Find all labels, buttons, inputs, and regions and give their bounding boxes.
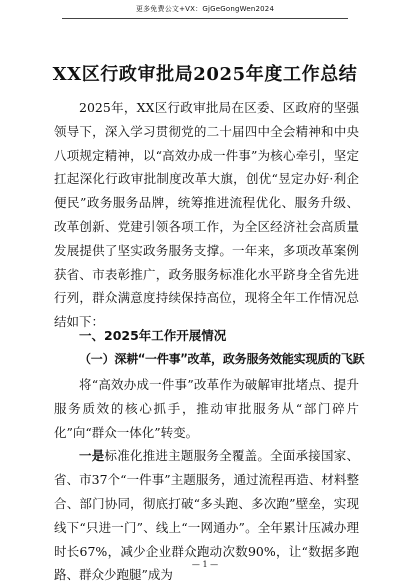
body-block (54, 373, 359, 587)
page-number: — 1 — (191, 560, 219, 569)
paragraph-lead-label: 一是 (79, 448, 105, 464)
page-header-text: 更多免费公文+VX：GjGeGongWen2024 (135, 5, 275, 13)
document-title: XX区行政审批局2025年度工作总结 (52, 64, 358, 85)
subsection-heading: （一）深耕“一件事”改革，政务服务效能实现质的飞跃 (79, 352, 365, 366)
section-heading: 一、2025年工作开展情况 (79, 328, 227, 343)
body-paragraph-reform: 将“高效办成一件事”改革作为破解审批堵点、提升服务质效的核心抓手，推动审批服务从“部门碎片化”向“群众一体化”转变。 (54, 377, 359, 440)
paragraph-body: 标准化推进主题服务全覆盖。全面承接国家、省、市37个“一件事”主题服务，通过流程再造、材料整合、部门协同，彻底打破“多头跑、多次跑”壁垒，实现线下“只进一门”、线上“一网通办”。全年累计压减办理时长67%，减少企业群众跑动次数90%，让“数据多跑路、群众少跑腿”成为 (54, 448, 359, 583)
header-divider (62, 18, 348, 19)
intro-paragraph: 2025年，XX区行政审批局在区委、区政府的坚强领导下，深入学习贯彻党的二十届四中全会精神和中央八项规定精神，以“高效办成一件事”为核心牵引，坚定扛起深化行政审批制度改革大旗，创优“昱定办好·利企便民”政务服务品牌，统筹推进流程优化、服务升级、改革创新、党建引领各项工作，为全区经济社会高质量发展提供了坚实政务服务支撑。一年来，多项改革案例获省、市表彰推广，政务服务标准化水平跻身全省先进行列，群众满意度持续保持高位，现将全年工作情况总结如下： (54, 100, 359, 330)
intro-block (54, 96, 359, 334)
